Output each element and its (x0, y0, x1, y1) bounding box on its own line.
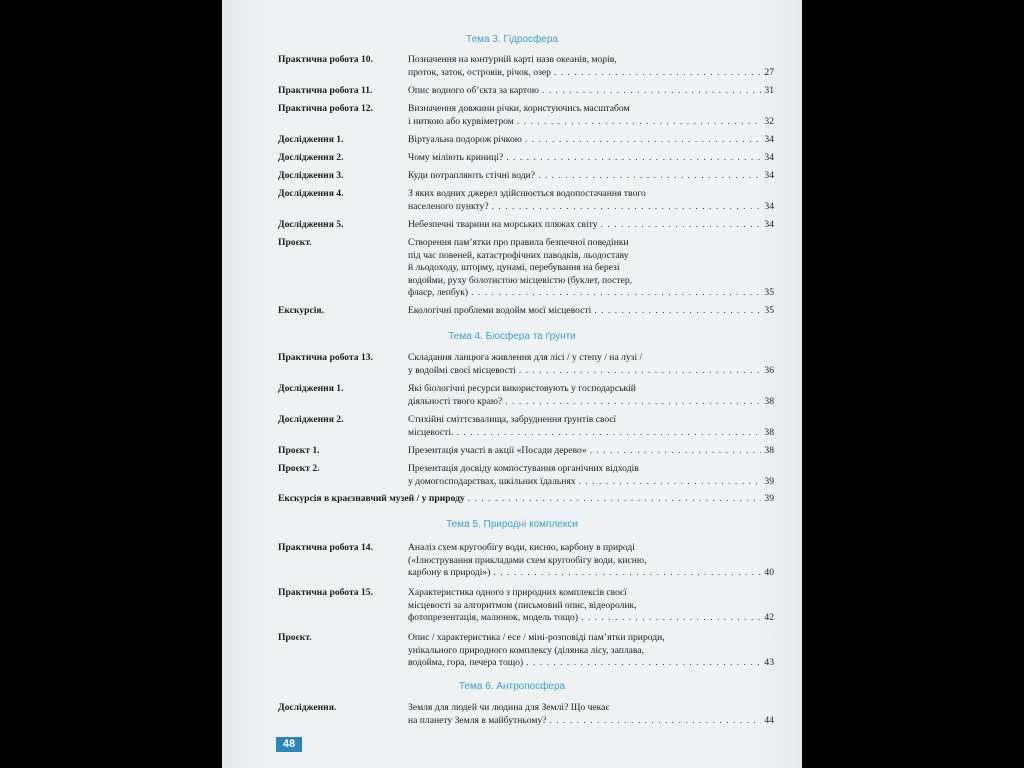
leader-dots (517, 116, 762, 129)
entry-page-number: 43 (764, 657, 774, 669)
entry-description (408, 542, 774, 580)
entry-line (408, 657, 774, 670)
entry-line (408, 85, 774, 98)
entry-line (408, 555, 774, 568)
entry-line-text: Позначення на контурній карті назв океанів, морів, (408, 54, 617, 65)
leader-dots (519, 365, 762, 378)
entry-line (408, 170, 774, 183)
entry-line-text: («Ілюстрування прикладами схем кругообігу води, кисню, (408, 554, 647, 566)
entry-line-text: Земля для людей чи людина для Землі? Що чекає (408, 702, 610, 713)
entry-line (408, 600, 774, 613)
entry-page-number: 38 (764, 445, 774, 456)
entry-line-text: й льодоходу, шторму, цунамі, перебування на березі (408, 262, 620, 274)
entry-line (408, 237, 774, 250)
leader-dots (554, 67, 761, 80)
entry-line (408, 287, 774, 300)
entry-page-number: 34 (764, 152, 774, 163)
entry-description (408, 463, 774, 488)
entry-line (408, 67, 774, 80)
entry-line-text: Віртуальна подорож річкою (408, 134, 522, 145)
entry-line (408, 427, 774, 440)
entry-description (278, 493, 774, 506)
entry-description (408, 54, 774, 79)
entry-line-text: Характеристика одного з природних комплексів своєї (408, 587, 627, 598)
entry-label: Практична робота 14. (278, 542, 373, 553)
entry-line-text: Складання ланцюга живлення для лісі / у степу / на лузі / (408, 352, 643, 363)
entry-line-text: Екологічні проблеми водойм моєї місцевості (408, 305, 592, 316)
entry-line-text: населеного пункту? (408, 200, 489, 212)
entry-page-number: 42 (764, 612, 774, 624)
entry-line-text: Стихійні сміттєзвалища, забруднення ґрунтів своєї (408, 414, 616, 425)
entry-line-text: водойми, руху болотистою місцевістю (буклет, постер, (408, 274, 633, 286)
leader-dots (581, 612, 761, 625)
entry-line (408, 188, 774, 201)
entry-line (408, 134, 774, 147)
entry-line (408, 396, 774, 409)
leader-dots (471, 287, 761, 300)
entry-description (408, 103, 774, 128)
entry-page-number: 34 (764, 200, 774, 212)
entry-line (408, 262, 774, 275)
entry-description (408, 134, 774, 147)
entry-line (408, 219, 774, 232)
leader-dots (549, 715, 761, 728)
entry-label: Практична робота 10. (278, 54, 373, 65)
entry-label: Практична робота 15. (278, 587, 373, 598)
entry-label: Дослідження 2. (278, 152, 344, 163)
entry-line (408, 383, 774, 396)
entry-description (408, 85, 774, 98)
entry-description (408, 152, 774, 165)
entry-line (408, 587, 774, 600)
entry-description (408, 352, 774, 377)
entry-page-number: 35 (764, 287, 774, 299)
entry-description (408, 219, 774, 232)
leader-dots (506, 152, 761, 165)
entry-page-number: 35 (764, 305, 774, 316)
entry-line-text: у домогосподарствах, шкільних їдальнях (408, 475, 576, 487)
entry-label: Проєкт. (278, 237, 312, 248)
leader-dots (590, 445, 762, 458)
page-number-badge: 48 (276, 737, 302, 752)
entry-line-text: у водоймі своєї місцевості (408, 364, 516, 376)
entry-line (408, 414, 774, 427)
entry-line-text: Аналіз схем кругообігу води, кисню, карбону в природі (408, 542, 635, 553)
entry-label: Дослідження 3. (278, 170, 344, 181)
entry-line-text: водойма, гора, печера тощо) (408, 657, 524, 669)
entry-line-text: місцевості за алгоритмом (письмовий опис, відеоролик, (408, 599, 637, 611)
leader-dots (468, 493, 762, 506)
entry-label: Практична робота 12. (278, 103, 373, 114)
entry-line-text: під час повеней, катастрофічних паводків, льодоставу (408, 249, 629, 261)
entry-page-number: 34 (764, 170, 774, 181)
entry-description (408, 237, 774, 300)
entry-line-text: місцевості. (408, 426, 454, 438)
entry-line (408, 542, 774, 555)
leader-dots (526, 657, 761, 670)
entry-line-text: Чому міліють криниці? (408, 152, 504, 163)
entry-description (408, 383, 774, 408)
leader-dots (594, 305, 761, 318)
entry-line (408, 612, 774, 625)
entry-label: Дослідження 2. (278, 414, 344, 425)
entry-line-text: Які біологічні ресурси використовують у господарській (408, 383, 636, 394)
leader-dots (538, 170, 761, 183)
entry-line (408, 445, 774, 458)
entry-page-number: 38 (764, 426, 774, 438)
entry-line (408, 715, 774, 728)
entry-page-number: 34 (764, 134, 774, 145)
entry-page-number: 27 (764, 66, 774, 78)
entry-label: Дослідження 4. (278, 188, 344, 199)
entry-line (408, 275, 774, 288)
entry-line-text: Опис водного об’єкта за картою (408, 85, 539, 96)
entry-page-number: 34 (764, 219, 774, 230)
entry-line-text: унікального природного комплексу (ділянка лісу, заплава, (408, 644, 644, 656)
entry-line (408, 632, 774, 645)
entry-label: Практична робота 13. (278, 352, 373, 363)
entry-description (408, 632, 774, 670)
entry-line (408, 250, 774, 263)
entry-line-text: проток, заток, островів, річок, озер (408, 66, 551, 78)
entry-label: Проєкт. (278, 632, 312, 643)
entry-line-text: флаєр, лепбук) (408, 287, 469, 299)
entry-page-number: 40 (764, 567, 774, 579)
book-page (222, 0, 802, 768)
entry-page-number: 39 (764, 475, 774, 487)
entry-line-text: Презентація досвіду компостування органічних відходів (408, 463, 639, 474)
entry-line (408, 54, 774, 67)
entry-description (408, 188, 774, 213)
leader-dots (542, 85, 761, 98)
entry-line (408, 103, 774, 116)
entry-description (408, 587, 774, 625)
entry-line (408, 645, 774, 658)
entry-line-text: Куди потрапляють стічні води? (408, 170, 536, 181)
entry-description (408, 414, 774, 439)
leader-dots (525, 134, 762, 147)
entry-label: Практична робота 11. (278, 85, 373, 96)
entry-label: Екскурсія. (278, 305, 324, 316)
entry-line (408, 201, 774, 214)
entry-line-text: Презентація участі в акції «Посади дерево» (408, 445, 587, 456)
entry-label: Дослідження 5. (278, 219, 344, 230)
entry-line (408, 365, 774, 378)
leader-dots (601, 219, 762, 232)
entry-line-text: і ниткою або курвіметром (408, 115, 514, 127)
entry-line-text: З яких водних джерел здійснюється водопостачання твого (408, 188, 646, 199)
leader-dots (505, 396, 761, 409)
entry-label: Проєкт 2. (278, 463, 320, 474)
entry-page-number: 44 (764, 714, 774, 726)
section-title: Тема 5. Природні комплекси (446, 519, 578, 530)
entry-line (408, 116, 774, 129)
section-title: Тема 4. Біосфера та ґрунти (448, 331, 576, 342)
entry-line (278, 493, 774, 506)
entry-description (408, 170, 774, 183)
entry-line-text: Створення пам’ятки про правила безпечної поведінки (408, 237, 629, 248)
entry-page-number: 32 (764, 115, 774, 127)
entry-label: Дослідження. (278, 702, 337, 713)
leader-dots (579, 476, 762, 489)
entry-page-number: 31 (764, 85, 774, 96)
entry-line (408, 152, 774, 165)
entry-line (408, 702, 774, 715)
entry-page-number: 38 (764, 395, 774, 407)
entry-line (408, 476, 774, 489)
entry-description (408, 702, 774, 727)
entry-page-number: 39 (764, 493, 774, 504)
entry-line-text: Небезпечні тварини на морських пляжах світу (408, 219, 598, 230)
entry-line (408, 352, 774, 365)
entry-line-text: діяльності твого краю? (408, 395, 503, 407)
leader-dots (493, 567, 761, 580)
entry-label: Проєкт 1. (278, 445, 320, 456)
entry-line (408, 567, 774, 580)
entry-label: Дослідження 1. (278, 383, 344, 394)
entry-page-number: 36 (764, 364, 774, 376)
entry-line-text: фотопрезентація, малюнок, модель тощо) (408, 612, 579, 624)
entry-line-text: Опис / характеристика / есе / міні-розповіді пам’ятки природи, (408, 632, 665, 643)
entry-line-text: Екскурсія в краєзнавчий музей / у природу (278, 493, 465, 504)
entry-description (408, 445, 774, 458)
leader-dots (456, 427, 761, 440)
entry-description (408, 305, 774, 318)
entry-line-text: карбону в природі») (408, 567, 491, 579)
entry-line-text: на планету Земля в майбутньому? (408, 714, 547, 726)
section-title: Тема 3. Гідросфера (466, 34, 558, 45)
section-title: Тема 6. Антропосфера (458, 681, 566, 692)
entry-line-text: Визначення довжини річки, користуючись масштабом (408, 103, 630, 114)
entry-line (408, 463, 774, 476)
entry-line (408, 305, 774, 318)
leader-dots (492, 201, 762, 214)
entry-label: Дослідження 1. (278, 134, 344, 145)
